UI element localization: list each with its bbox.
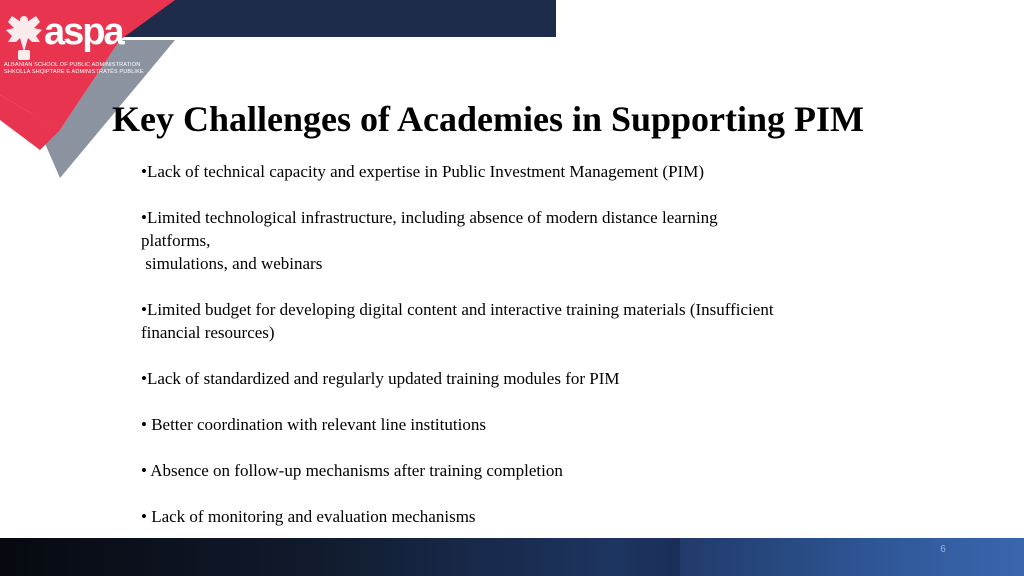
logo-subtitle-line-1: ALBANIAN SCHOOL OF PUBLIC ADMINISTRATION [4, 62, 141, 68]
bullet-item [141, 160, 901, 183]
logo-subtitle-line-2: SHKOLLA SHQIPTARE E ADMINISTRATËS PUBLIKE [4, 69, 144, 75]
logo-wordmark: aspa [44, 11, 123, 53]
bullet-item [141, 459, 901, 482]
bullet-text: •Limited budget for developing digital content and interactive training materials (Insufficient [141, 300, 774, 319]
slide-title: Key Challenges of Academies in Supporting PIM [112, 99, 865, 139]
bullet-text: •Limited technological infrastructure, including absence of modern distance learning [141, 208, 718, 227]
bullet-text: simulations, and webinars [141, 254, 323, 273]
bullet-item [141, 413, 901, 436]
bullet-item [141, 367, 901, 390]
bullet-item [141, 505, 901, 528]
page-number: 6 [940, 544, 946, 555]
bullet-text: platforms, [141, 231, 211, 250]
bullet-text: •Lack of technical capacity and expertise in Public Investment Management (PIM) [141, 162, 704, 181]
logo-subtitle [4, 62, 144, 76]
aspa-logo [0, 8, 160, 78]
footer-bar-right-segment [680, 538, 1024, 576]
bullet-text: financial resources) [141, 323, 275, 342]
bullet-text: • Better coordination with relevant line institutions [141, 415, 486, 434]
bullet-text: • Lack of monitoring and evaluation mechanisms [141, 507, 476, 526]
bullet-item [141, 298, 901, 344]
bullet-item [141, 206, 901, 275]
bullet-list [141, 160, 901, 551]
bullet-text: •Lack of standardized and regularly updated training modules for PIM [141, 369, 620, 388]
bullet-text: • Absence on follow-up mechanisms after training completion [141, 461, 563, 480]
eagle-emblem-icon [4, 12, 44, 64]
